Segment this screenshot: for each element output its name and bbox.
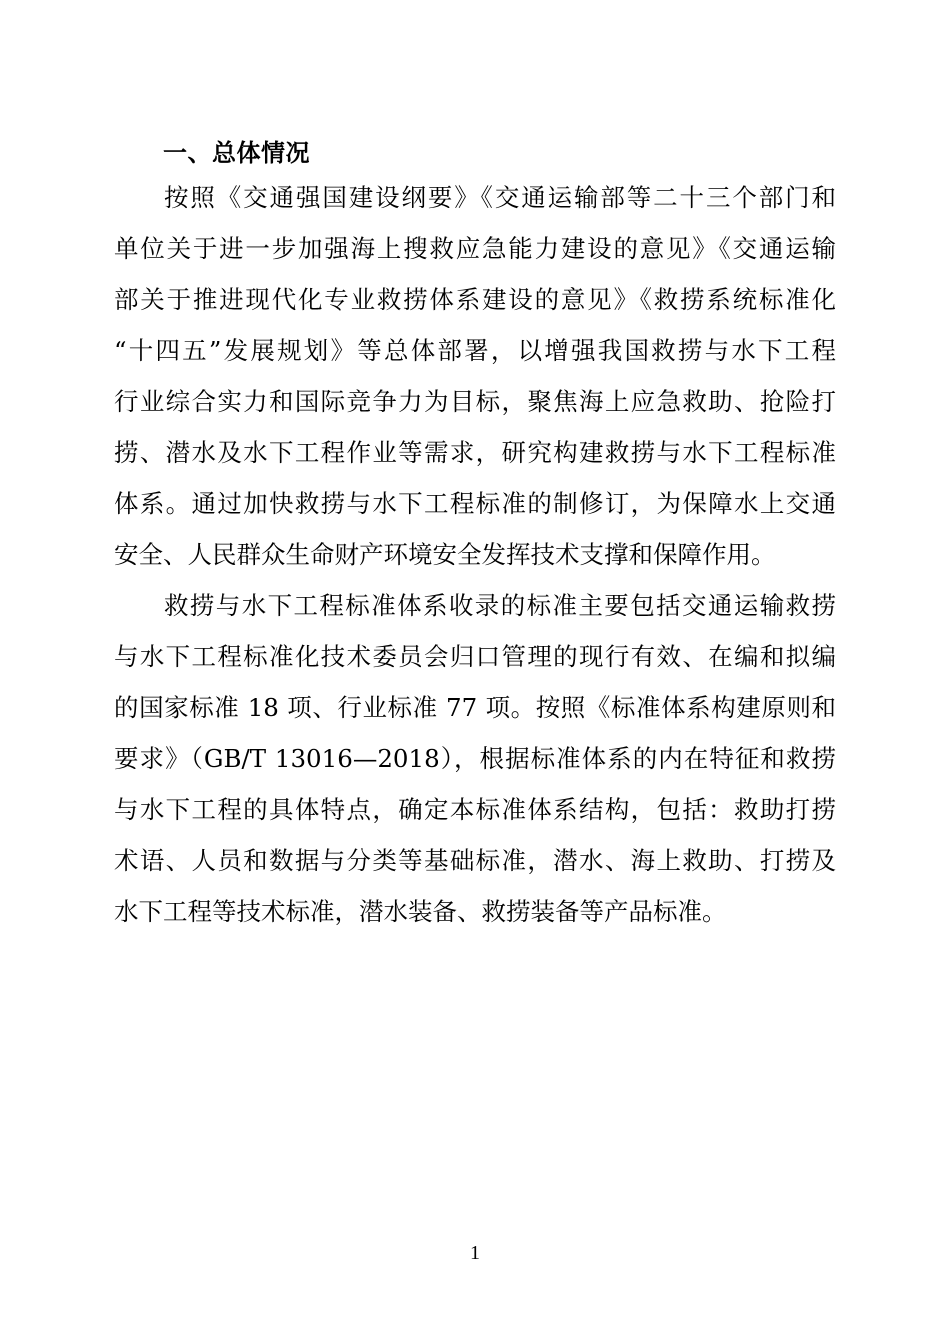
paragraph-line: 单位关于进一步加强海上搜救应急能力建设的意见》《交通运输 (114, 234, 836, 263)
paragraph-line: 水下工程等技术标准，潜水装备、救捞装备等产品标准。 (114, 897, 727, 926)
section-heading: 一、总体情况 (163, 139, 310, 167)
paragraph-line: 要求》（GB/T 13016—2018），根据标准体系的内在特征和救捞 (114, 744, 836, 773)
paragraph-line: 与水下工程的具体特点，确定本标准体系结构，包括：救助打捞 (114, 795, 836, 824)
paragraph-line: 的国家标准 18 项、行业标准 77 项。按照《标准体系构建原则和 (114, 693, 836, 722)
paragraph-line: 与水下工程标准化技术委员会归口管理的现行有效、在编和拟编 (114, 642, 836, 671)
paragraph-line: 行业综合实力和国际竞争力为目标，聚焦海上应急救助、抢险打 (114, 387, 836, 416)
paragraph-line: 救捞与水下工程标准体系收录的标准主要包括交通运输救捞 (164, 591, 836, 620)
paragraph-line: 安全、人民群众生命财产环境安全发挥技术支撑和保障作用。 (114, 540, 776, 569)
paragraph-line: 体系。通过加快救捞与水下工程标准的制修订，为保障水上交通 (114, 489, 836, 518)
paragraph-line: 捞、潜水及水下工程作业等需求，研究构建救捞与水下工程标准 (114, 438, 836, 467)
paragraph-line: 术语、人员和数据与分类等基础标准，潜水、海上救助、打捞及 (114, 846, 836, 875)
paragraph-line: 按照《交通强国建设纲要》《交通运输部等二十三个部门和 (164, 183, 836, 212)
page-number: 1 (470, 1242, 480, 1264)
paragraph-line: 部关于推进现代化专业救捞体系建设的意见》《救捞系统标准化 (114, 285, 836, 314)
paragraph-line: “十四五”发展规划》等总体部署，以增强我国救捞与水下工程 (114, 336, 836, 365)
